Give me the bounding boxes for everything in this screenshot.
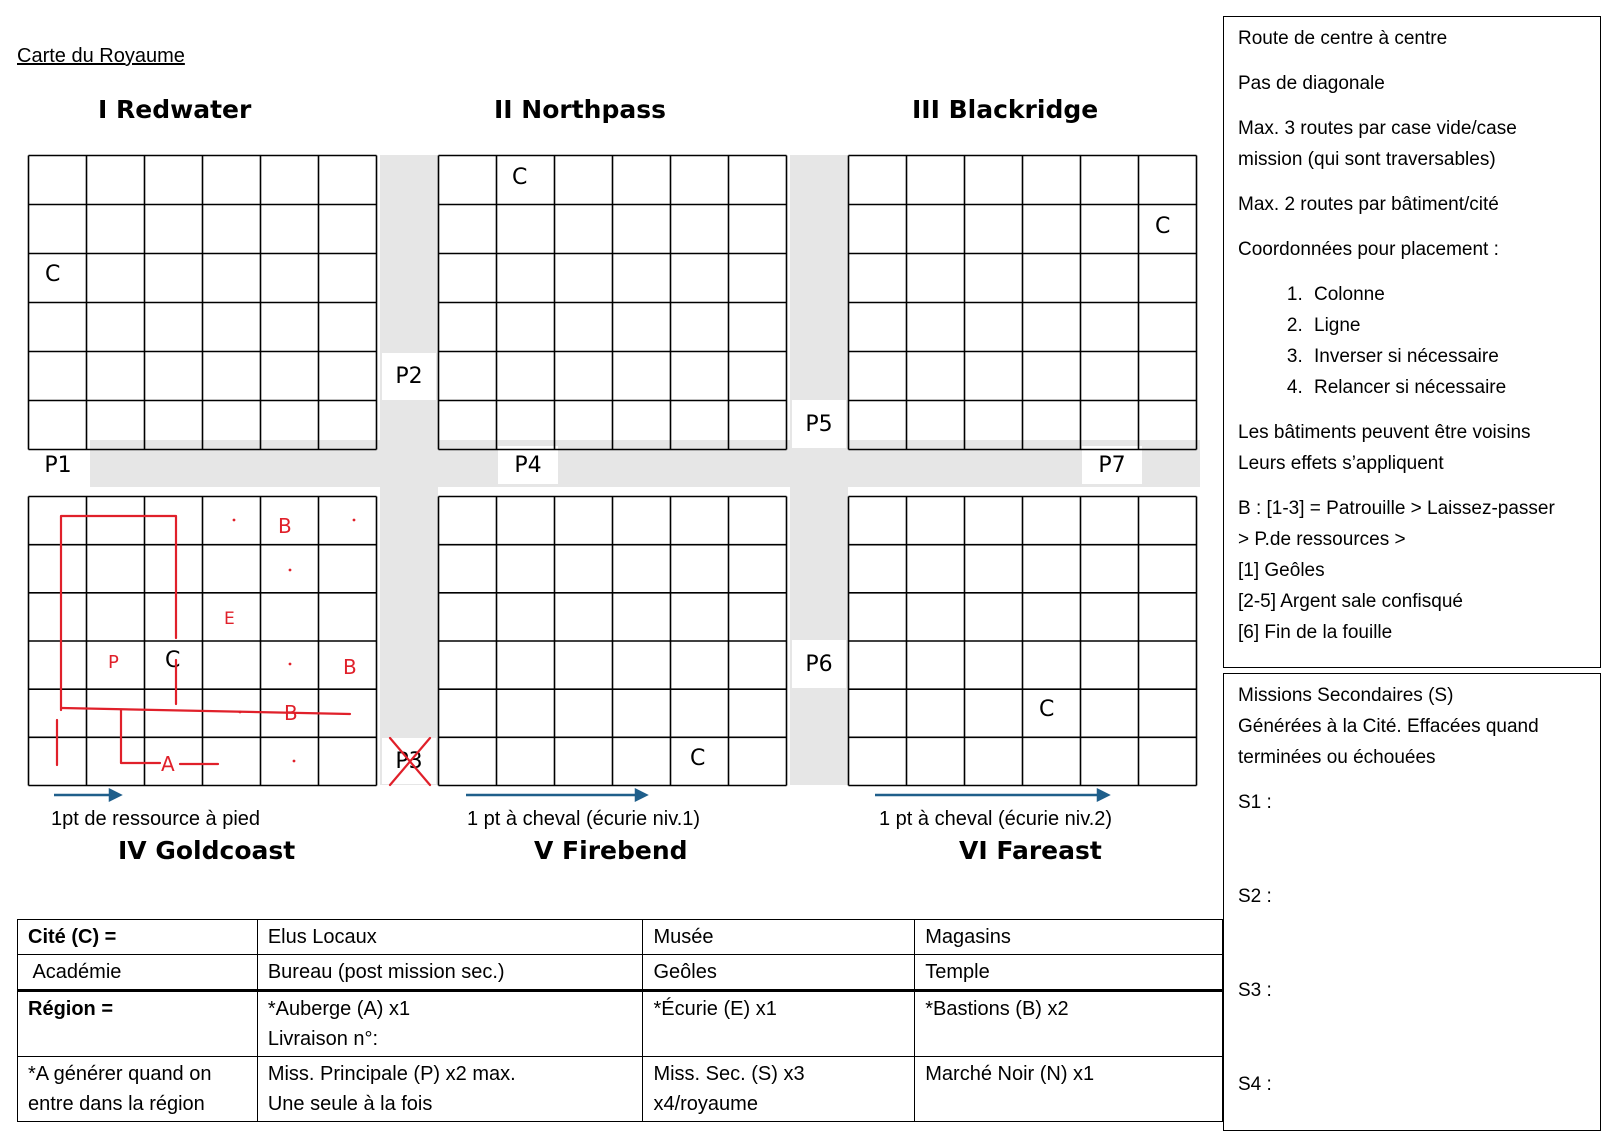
legend-cell: Miss. Sec. (S) x3 x4/royaume bbox=[643, 1057, 915, 1122]
placement-step: 3. Inverser si nécessaire bbox=[1308, 341, 1586, 372]
rule-line: mission (qui sont traversables) bbox=[1238, 149, 1496, 170]
legend-cell: Musée bbox=[643, 920, 915, 955]
legend-cell: Bureau (post mission sec.) bbox=[257, 955, 643, 991]
legend-row bbox=[18, 991, 1223, 1057]
pen-cross-p3 bbox=[390, 738, 430, 785]
legend-cell: Académie bbox=[18, 955, 258, 991]
rules-panel bbox=[1223, 16, 1601, 668]
legend-cell: Magasins bbox=[915, 920, 1223, 955]
rule-line: Les bâtiments peuvent être voisins bbox=[1238, 422, 1531, 443]
legend-row bbox=[18, 920, 1223, 955]
pass-p7: P7 bbox=[1082, 446, 1142, 484]
rule-line: Leurs effets s’appliquent bbox=[1238, 453, 1444, 474]
movement-arrows bbox=[0, 785, 1230, 805]
mission-slot-s3[interactable]: S3 : bbox=[1238, 980, 1272, 1001]
city-marker-fareast: C bbox=[1039, 697, 1055, 722]
region-title-northpass: II Northpass bbox=[494, 95, 667, 124]
legend-row bbox=[18, 955, 1223, 991]
rule-line: [1] Geôles bbox=[1238, 560, 1325, 581]
pass-p2: P2 bbox=[382, 353, 436, 400]
region-title-fareast: VI Fareast bbox=[959, 836, 1102, 865]
legend-cell: *A générer quand on entre dans la région bbox=[18, 1057, 258, 1122]
legend-cell: Marché Noir (N) x1 bbox=[915, 1057, 1223, 1122]
rule-line: Route de centre à centre bbox=[1238, 28, 1448, 49]
rule-line: Max. 2 routes par bâtiment/cité bbox=[1238, 194, 1499, 215]
rule-line: [2-5] Argent sale confisqué bbox=[1238, 591, 1463, 612]
legend-cell: Région = bbox=[18, 991, 258, 1057]
city-marker-northpass: C bbox=[512, 165, 528, 190]
pen-mark-bastion-3: B bbox=[284, 701, 298, 725]
legend-cell: Geôles bbox=[643, 955, 915, 991]
placement-step: 4. Relancer si nécessaire bbox=[1308, 372, 1586, 403]
rule-line: Pas de diagonale bbox=[1238, 73, 1385, 94]
pass-p4: P4 bbox=[498, 446, 558, 484]
placement-step: 2. Ligne bbox=[1308, 310, 1586, 341]
city-marker-goldcoast: C bbox=[165, 648, 181, 673]
mission-slot-s1[interactable]: S1 : bbox=[1238, 792, 1272, 813]
pen-road-to-inn bbox=[121, 710, 160, 763]
rule-line: B : [1-3] = Patrouille > Laissez-passer bbox=[1238, 498, 1555, 519]
mission-slot-s2[interactable]: S2 : bbox=[1238, 886, 1272, 907]
rule-line: Coordonnées pour placement : bbox=[1238, 239, 1499, 260]
pen-road-loop bbox=[61, 516, 176, 710]
city-marker-blackridge: C bbox=[1155, 214, 1171, 239]
pass-p5: P5 bbox=[792, 400, 846, 448]
rule-line: Max. 3 routes par case vide/case bbox=[1238, 118, 1517, 139]
missions-desc: terminées ou échouées bbox=[1238, 747, 1436, 768]
missions-title: Missions Secondaires (S) bbox=[1238, 685, 1454, 706]
region-title-goldcoast: IV Goldcoast bbox=[118, 836, 296, 865]
placement-step: 1. Colonne bbox=[1308, 279, 1586, 310]
pen-mark-stable: E bbox=[224, 609, 235, 629]
movement-horse2-label: 1 pt à cheval (écurie niv.2) bbox=[879, 808, 1113, 830]
pen-road-main bbox=[62, 708, 350, 714]
missions-desc: Générées à la Cité. Effacées quand bbox=[1238, 716, 1539, 737]
legend-cell: *Écurie (E) x1 bbox=[643, 991, 915, 1057]
legend-table bbox=[17, 919, 1223, 1122]
legend-cell: Miss. Principale (P) x2 max. Une seule à la fois bbox=[257, 1057, 643, 1122]
pen-mark-mission: P bbox=[108, 652, 119, 673]
pass-p1: P1 bbox=[28, 446, 88, 484]
legend-cell: Elus Locaux bbox=[257, 920, 643, 955]
mission-slot-s4[interactable]: S4 : bbox=[1238, 1074, 1272, 1095]
region-title-redwater: I Redwater bbox=[98, 95, 252, 124]
pen-mark-bastion-2: B bbox=[343, 655, 357, 679]
placement-steps bbox=[1238, 279, 1586, 403]
legend-cell: Cité (C) = bbox=[18, 920, 258, 955]
pass-p3: P3 bbox=[382, 738, 436, 784]
rule-line: > P.de ressources > bbox=[1238, 529, 1406, 550]
region-title-blackridge: III Blackridge bbox=[912, 95, 1099, 124]
pen-mark-inn: A bbox=[161, 752, 175, 776]
missions-panel bbox=[1223, 673, 1601, 1131]
legend-cell: *Bastions (B) x2 bbox=[915, 991, 1223, 1057]
city-marker-redwater: C bbox=[45, 262, 61, 287]
region-title-firebend: V Firebend bbox=[534, 836, 688, 865]
legend-cell: Temple bbox=[915, 955, 1223, 991]
city-marker-firebend: C bbox=[690, 746, 706, 771]
pen-mark-bastion-1: B bbox=[278, 514, 292, 538]
pass-p6: P6 bbox=[792, 640, 846, 688]
rule-line: [6] Fin de la fouille bbox=[1238, 622, 1393, 643]
legend-row bbox=[18, 1057, 1223, 1122]
legend-cell: *Auberge (A) x1 Livraison n°: bbox=[257, 991, 643, 1057]
movement-horse1-label: 1 pt à cheval (écurie niv.1) bbox=[467, 808, 701, 830]
movement-foot-label: 1pt de ressource à pied bbox=[51, 808, 261, 830]
page-title: Carte du Royaume bbox=[17, 45, 185, 67]
